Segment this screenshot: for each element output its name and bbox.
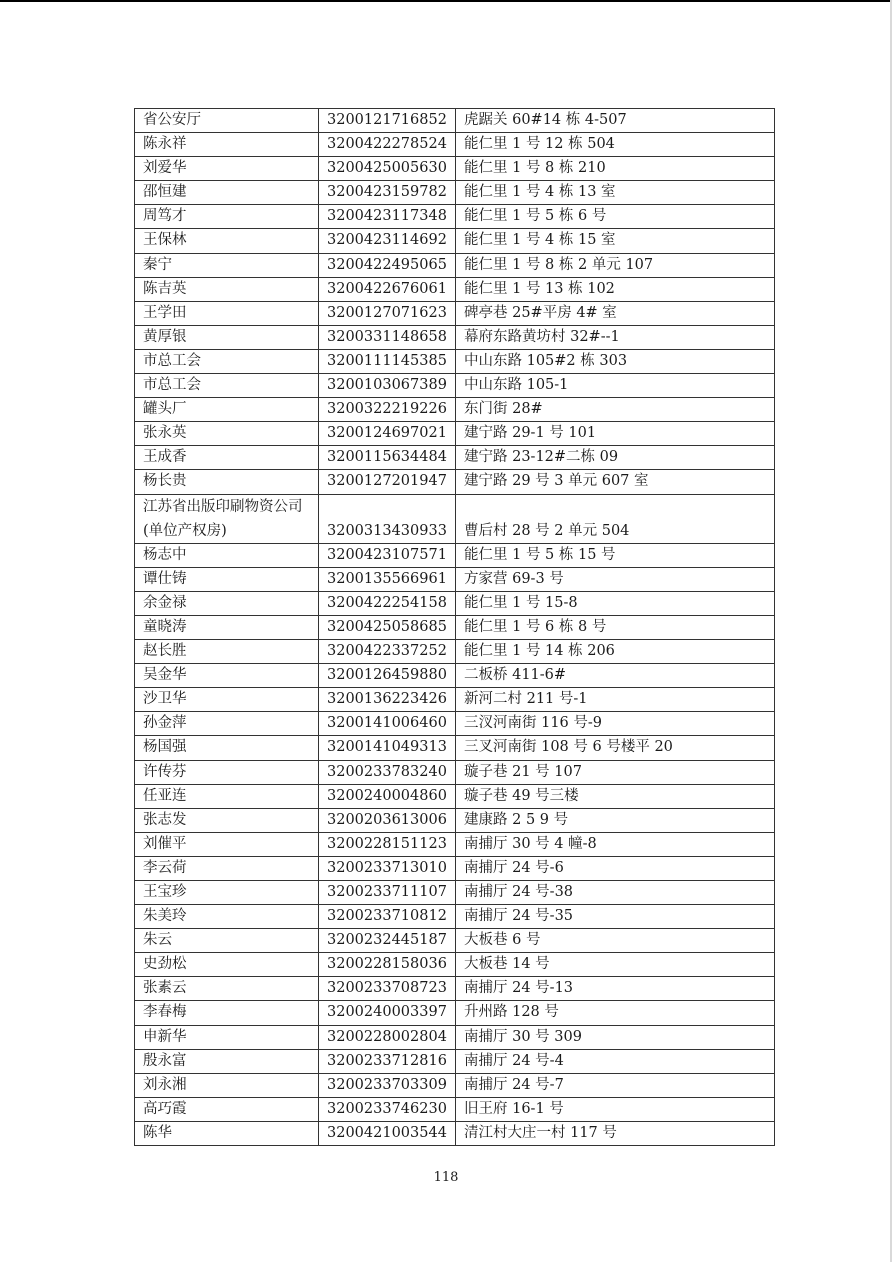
- owner-name-cell: 王宝珍: [135, 881, 319, 905]
- page-number: 118: [433, 1170, 459, 1185]
- address-cell: 南捕厅 24 号-35: [456, 905, 775, 929]
- address-cell: 虎踞关 60#14 栋 4-507: [456, 109, 775, 133]
- record-id-cell: 3200141006460: [319, 712, 456, 736]
- table-row: [135, 953, 775, 977]
- table-row: [135, 929, 775, 953]
- address-cell: 新河二村 211 号-1: [456, 688, 775, 712]
- record-id-cell: 3200228002804: [319, 1025, 456, 1049]
- table-row: [135, 277, 775, 301]
- owner-name-cell: 陈华: [135, 1121, 319, 1145]
- owner-name-cell: 赵长胜: [135, 640, 319, 664]
- record-id-cell: 3200422495065: [319, 253, 456, 277]
- owner-name-cell: 江苏省出版印刷物资公司(单位产权房): [135, 494, 319, 543]
- table-row: [135, 470, 775, 494]
- record-id-cell: 3200240003397: [319, 1001, 456, 1025]
- owner-name-cell: 市总工会: [135, 374, 319, 398]
- owner-name-cell: 谭仕铸: [135, 567, 319, 591]
- record-id-cell: 3200111145385: [319, 349, 456, 373]
- table-row: [135, 446, 775, 470]
- address-cell: 能仁里 1 号 4 栋 15 室: [456, 229, 775, 253]
- record-id-cell: 3200423159782: [319, 181, 456, 205]
- record-id-cell: 3200423107571: [319, 543, 456, 567]
- record-id-cell: 3200425005630: [319, 157, 456, 181]
- owner-name-cell: 邵恒建: [135, 181, 319, 205]
- table-row: [135, 808, 775, 832]
- record-id-cell: 3200422278524: [319, 133, 456, 157]
- address-cell: 大板巷 6 号: [456, 929, 775, 953]
- address-cell: 能仁里 1 号 15-8: [456, 591, 775, 615]
- owner-name-cell: 童晓涛: [135, 615, 319, 639]
- table-row: [135, 640, 775, 664]
- address-cell: 璇子巷 21 号 107: [456, 760, 775, 784]
- record-id-cell: 3200136223426: [319, 688, 456, 712]
- record-id-cell: 3200126459880: [319, 664, 456, 688]
- record-id-cell: 3200228158036: [319, 953, 456, 977]
- address-cell: 璇子巷 49 号三楼: [456, 784, 775, 808]
- address-cell: 东门街 28#: [456, 398, 775, 422]
- table-row: [135, 760, 775, 784]
- address-cell: 南捕厅 30 号 309: [456, 1025, 775, 1049]
- owner-name-cell: 申新华: [135, 1025, 319, 1049]
- record-id-cell: 3200233710812: [319, 905, 456, 929]
- address-cell: 三汊河南街 116 号-9: [456, 712, 775, 736]
- address-cell: 中山东路 105-1: [456, 374, 775, 398]
- record-id-cell: 3200233746230: [319, 1097, 456, 1121]
- owner-name-cell: 刘爱华: [135, 157, 319, 181]
- address-cell: 旧王府 16-1 号: [456, 1097, 775, 1121]
- record-id-cell: 3200233711107: [319, 881, 456, 905]
- owner-name-cell: 杨长贵: [135, 470, 319, 494]
- record-id-cell: 3200422337252: [319, 640, 456, 664]
- record-id-cell: 3200135566961: [319, 567, 456, 591]
- table-row: [135, 494, 775, 543]
- table-row: [135, 664, 775, 688]
- address-cell: 清江村大庄一村 117 号: [456, 1121, 775, 1145]
- record-id-cell: 3200141049313: [319, 736, 456, 760]
- table-row: [135, 398, 775, 422]
- owner-name-cell: 张志发: [135, 808, 319, 832]
- record-id-cell: 3200232445187: [319, 929, 456, 953]
- record-id-cell: 3200322219226: [319, 398, 456, 422]
- record-id-cell: 3200240004860: [319, 784, 456, 808]
- address-cell: 曹后村 28 号 2 单元 504: [456, 494, 775, 543]
- record-id-cell: 3200423117348: [319, 205, 456, 229]
- address-cell: 建康路 2 5 9 号: [456, 808, 775, 832]
- address-cell: 能仁里 1 号 6 栋 8 号: [456, 615, 775, 639]
- owner-name-cell: 杨志中: [135, 543, 319, 567]
- address-cell: 南捕厅 24 号-13: [456, 977, 775, 1001]
- owner-name-cell: 余金禄: [135, 591, 319, 615]
- address-cell: 幕府东路黄坊村 32#--1: [456, 325, 775, 349]
- table-row: [135, 615, 775, 639]
- owner-name-cell: 陈吉英: [135, 277, 319, 301]
- table-row: [135, 977, 775, 1001]
- table-row: [135, 591, 775, 615]
- table-row: [135, 157, 775, 181]
- table-row: [135, 109, 775, 133]
- table-row: [135, 349, 775, 373]
- table-row: [135, 543, 775, 567]
- table-row: [135, 688, 775, 712]
- record-id-cell: 3200233708723: [319, 977, 456, 1001]
- table-row: [135, 325, 775, 349]
- address-cell: 建宁路 23-12#二栋 09: [456, 446, 775, 470]
- table-row: [135, 1001, 775, 1025]
- address-cell: 碑亭巷 25#平房 4# 室: [456, 301, 775, 325]
- owner-name-cell: 史劲松: [135, 953, 319, 977]
- record-id-cell: 3200313430933: [319, 494, 456, 543]
- owner-name-cell: 任亚连: [135, 784, 319, 808]
- owner-name-cell: 李春梅: [135, 1001, 319, 1025]
- address-cell: 能仁里 1 号 13 栋 102: [456, 277, 775, 301]
- records-table: [134, 108, 775, 1146]
- owner-name-cell: 王保林: [135, 229, 319, 253]
- address-cell: 能仁里 1 号 14 栋 206: [456, 640, 775, 664]
- owner-name-cell: 吴金华: [135, 664, 319, 688]
- address-cell: 升州路 128 号: [456, 1001, 775, 1025]
- table-row: [135, 205, 775, 229]
- record-id-cell: 3200233712816: [319, 1049, 456, 1073]
- record-id-cell: 3200127201947: [319, 470, 456, 494]
- record-id-cell: 3200331148658: [319, 325, 456, 349]
- address-cell: 建宁路 29 号 3 单元 607 室: [456, 470, 775, 494]
- owner-name-cell: 罐头厂: [135, 398, 319, 422]
- owner-name-cell: 杨国强: [135, 736, 319, 760]
- record-id-cell: 3200423114692: [319, 229, 456, 253]
- table-row: [135, 253, 775, 277]
- table-row: [135, 784, 775, 808]
- record-id-cell: 3200421003544: [319, 1121, 456, 1145]
- address-cell: 能仁里 1 号 8 栋 2 单元 107: [456, 253, 775, 277]
- record-id-cell: 3200233783240: [319, 760, 456, 784]
- record-id-cell: 3200233703309: [319, 1073, 456, 1097]
- owner-name-cell: 孙金萍: [135, 712, 319, 736]
- owner-name-cell: 许传芬: [135, 760, 319, 784]
- address-cell: 方家营 69-3 号: [456, 567, 775, 591]
- address-cell: 二板桥 411-6#: [456, 664, 775, 688]
- table-row: [135, 1097, 775, 1121]
- address-cell: 大板巷 14 号: [456, 953, 775, 977]
- owner-name-cell: 沙卫华: [135, 688, 319, 712]
- address-cell: 能仁里 1 号 8 栋 210: [456, 157, 775, 181]
- records-table-body: [135, 109, 775, 1146]
- table-row: [135, 422, 775, 446]
- owner-name-cell: 省公安厅: [135, 109, 319, 133]
- owner-name-cell: 李云荷: [135, 856, 319, 880]
- table-row: [135, 181, 775, 205]
- record-id-cell: 3200127071623: [319, 301, 456, 325]
- record-id-cell: 3200422676061: [319, 277, 456, 301]
- address-cell: 中山东路 105#2 栋 303: [456, 349, 775, 373]
- record-id-cell: 3200203613006: [319, 808, 456, 832]
- owner-name-cell: 市总工会: [135, 349, 319, 373]
- record-id-cell: 3200228151123: [319, 832, 456, 856]
- record-id-cell: 3200121716852: [319, 109, 456, 133]
- address-cell: 三叉河南街 108 号 6 号楼平 20: [456, 736, 775, 760]
- address-cell: 南捕厅 24 号-6: [456, 856, 775, 880]
- table-row: [135, 881, 775, 905]
- owner-name-cell: 朱云: [135, 929, 319, 953]
- address-cell: 南捕厅 24 号-4: [456, 1049, 775, 1073]
- owner-name-cell: 殷永富: [135, 1049, 319, 1073]
- table-row: [135, 301, 775, 325]
- table-row: [135, 712, 775, 736]
- page-top-rule: [0, 0, 892, 2]
- address-cell: 南捕厅 30 号 4 幢-8: [456, 832, 775, 856]
- owner-name-cell: 高巧霞: [135, 1097, 319, 1121]
- table-row: [135, 856, 775, 880]
- table-row: [135, 133, 775, 157]
- record-id-cell: 3200103067389: [319, 374, 456, 398]
- record-id-cell: 3200233713010: [319, 856, 456, 880]
- record-id-cell: 3200124697021: [319, 422, 456, 446]
- address-cell: 能仁里 1 号 5 栋 6 号: [456, 205, 775, 229]
- table-row: [135, 736, 775, 760]
- record-id-cell: 3200115634484: [319, 446, 456, 470]
- table-row: [135, 1049, 775, 1073]
- table-row: [135, 1073, 775, 1097]
- owner-name-cell: 陈永祥: [135, 133, 319, 157]
- owner-name-cell: 刘催平: [135, 832, 319, 856]
- owner-name-cell: 刘永湘: [135, 1073, 319, 1097]
- address-cell: 能仁里 1 号 4 栋 13 室: [456, 181, 775, 205]
- table-row: [135, 832, 775, 856]
- owner-name-cell: 朱美玲: [135, 905, 319, 929]
- owner-name-cell: 张永英: [135, 422, 319, 446]
- owner-name-cell: 张素云: [135, 977, 319, 1001]
- owner-name-cell: 王学田: [135, 301, 319, 325]
- table-row: [135, 374, 775, 398]
- owner-name-cell: 王成香: [135, 446, 319, 470]
- address-cell: 能仁里 1 号 12 栋 504: [456, 133, 775, 157]
- table-row: [135, 229, 775, 253]
- address-cell: 建宁路 29-1 号 101: [456, 422, 775, 446]
- table-row: [135, 1025, 775, 1049]
- address-cell: 南捕厅 24 号-38: [456, 881, 775, 905]
- table-row: [135, 905, 775, 929]
- record-id-cell: 3200425058685: [319, 615, 456, 639]
- table-row: [135, 1121, 775, 1145]
- owner-name-cell: 秦宁: [135, 253, 319, 277]
- address-cell: 南捕厅 24 号-7: [456, 1073, 775, 1097]
- table-row: [135, 567, 775, 591]
- address-cell: 能仁里 1 号 5 栋 15 号: [456, 543, 775, 567]
- owner-name-cell: 黄厚银: [135, 325, 319, 349]
- owner-name-cell: 周笃才: [135, 205, 319, 229]
- record-id-cell: 3200422254158: [319, 591, 456, 615]
